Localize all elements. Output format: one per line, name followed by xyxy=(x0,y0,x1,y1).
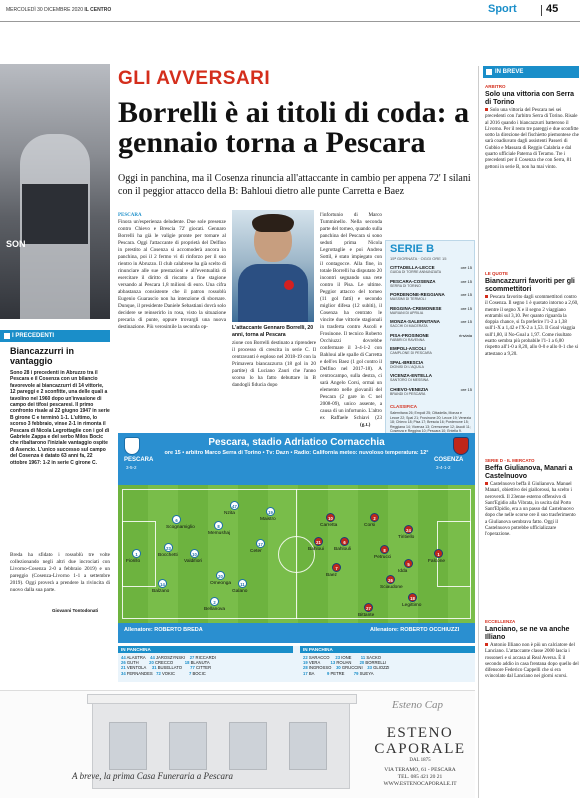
player-marker: 2 xyxy=(210,597,219,606)
player-hair xyxy=(252,214,294,232)
square-icon xyxy=(485,482,488,485)
match-teams: REGGINA-CREMONESE xyxy=(390,305,442,311)
match-referee: DIONISI DI L'AQUILA xyxy=(390,364,424,369)
article-column-2: zione con Borrelli destinato a riprendere il processo di crescita in serie C. Il centravanti è esploso nel 2018-19 con la Primavera biancazzurra (18 gol in 20 partite) di Luciano Zauri che l'anno scorso lo ha fatto debuttare in B dandogli fiducia dopo xyxy=(232,340,316,388)
precedenti-header xyxy=(0,330,110,342)
player-marker: 24 xyxy=(404,525,413,534)
player-marker: 19 xyxy=(266,507,275,516)
player-marker: 8 xyxy=(214,521,223,530)
player-name: Petrucci xyxy=(374,555,392,560)
ad-signature: Esteno Cap xyxy=(392,699,444,711)
player-marker: 1 xyxy=(132,549,141,558)
player-name: Nzita xyxy=(224,511,235,516)
player-name: Ceter xyxy=(250,549,262,554)
player-shirt-2 xyxy=(238,264,308,322)
sidebar-title: Biancazzurri favoriti per gli scommettitori xyxy=(485,278,575,293)
building-roof xyxy=(87,694,357,704)
article-kicker: GLI AVVERSARI xyxy=(118,68,271,89)
player-marker: 23 xyxy=(164,543,173,552)
player-marker: 8 xyxy=(380,545,389,554)
sidebar-kicker: SERIE D - IL MERCATO xyxy=(485,458,535,463)
center-circle xyxy=(278,536,315,573)
pitch xyxy=(118,485,475,623)
player-name: Fiorillo xyxy=(126,559,141,564)
home-bench-list: 44 ALASTRA 44 JAROSZYNSKI 27 RICCARDI 26 GUTH 20 CRECCO 18 BLANUTA 21 VENTOLA 31 BUSELLATO 77 CITTER 34 FERNANDES 72 VOKIC 7 BOCIC xyxy=(121,655,216,676)
serie-b-match xyxy=(390,333,472,342)
ad-since: DAL 1875 xyxy=(409,758,431,763)
article-text-1: Finora un'esperienza deludente. Due sole presenze contro Chievo e Brescia 72' giocati. Gennaro Borrelli ha già le valigie pronte per tornare al Pescara. Oggi l'attaccante di proprietà del Delfino in prestito al Cosenza si accomoderà ancora in panchina, poi il 2 fermo vi di rinforzo per il suo rientro in Abruzzo. Il club calabrese ha già scelto di rinunciare alle sue prestazioni e all'eventualità di esercitare il diritto di riscatto a fine stagione versando al Pescara 1,8 milioni di euro. Una cifra abbastanza consistente che il patron rossoblù Eugenio Guarascio non ha intenzione di sborsare. Dunque, il presidente Daniele Sebastiani dovrà solo decidere se reinserirlo in rosa, visto la situazione precaria di punte, oppure trovargli una nuova destinazione. Più verosimile la seconda op- xyxy=(118,219,226,330)
square-icon xyxy=(485,295,488,298)
away-module: 3-4-1-2 xyxy=(436,465,451,470)
photo-caption: L'attaccante Gennaro Borrelli, 20 anni, torna al Pescara xyxy=(232,325,314,338)
player-shirt xyxy=(22,184,88,244)
ad-brand: ESTENO CAPORALE xyxy=(374,725,466,757)
sidebar-text xyxy=(485,482,579,539)
player-name: Maistro xyxy=(260,517,276,522)
serie-b-date: 15ª GIORNATA · OGGI ORE 15 xyxy=(390,256,447,261)
serie-b-match xyxy=(390,360,472,369)
home-coach: Allenatore: ROBERTO BREDA xyxy=(124,627,203,633)
player-marker: 6 xyxy=(340,537,349,546)
article-column-1 xyxy=(118,212,226,430)
serie-b-match xyxy=(390,292,472,301)
article-tag: PESCARA xyxy=(118,213,142,218)
serie-b-match xyxy=(390,279,472,288)
article-signature: (g.t.) xyxy=(360,422,371,428)
article-column-3: l'infortunio di Marco Tumminello. Nella seconda parte del torneo, quando sulla panchina del Pescara si sono seduti prima Nicola Legrottaglie e poi Andrea Sottil, è stato impiegato con il contagocce. Alla fine, in totale Borrelli ha disputato 20 incontri segnando una rete contro il Pisa. Le ultime. Peggior attacco del torneo (11 gol fatti) e secondo miglior difesa (12 subiti), il Cosenza ha centrato le vincite due vittorie stagionali in trasferta contro Ascoli e Frosinone. Il tecnico Roberto Occhiuzzi dovrebbe confermare il 3-4-1-2 con Bahloui alle spalle di Carretta e dell'ex Baez (1 gol contro il Delfino nel 2017-18). A centrocampo, sulla destra, ci sarà Angelo Corsi, ormai un elemento nelle giovanili del Pescara (2 gare in C nel 2008-09), unico assente, a causa di un infortunio. L'altro ex Raffaele Schiavi (23 xyxy=(320,212,382,421)
match-teams: PORDENONE-REGGIANA xyxy=(390,292,445,297)
ad-website: WWW.ESTENOCAPORALE.IT xyxy=(383,781,457,787)
serie-b-match xyxy=(390,306,472,315)
formation-subtitle: ore 15 • arbitro Marco Serra di Torino • Tv: Dazn • Radio: California meteo: nuvoloso temperatura: 12° xyxy=(164,450,429,456)
left-photo xyxy=(0,64,110,319)
advertisement xyxy=(0,690,475,798)
square-icon xyxy=(485,643,488,646)
match-teams: MONZA-SALERNITANA xyxy=(390,319,440,324)
match-teams: CHIEVO-VENEZIA xyxy=(390,386,429,392)
match-referee: SANTORO DI MESSINA xyxy=(390,378,429,382)
precedenti-header-label: I PRECEDENTI xyxy=(12,333,55,339)
player-name: Bocchetti xyxy=(158,553,178,558)
formation-title: Pescara, stadio Adriatico Cornacchia xyxy=(208,437,385,448)
article-subhead: Oggi in panchina, ma il Cosenza rinuncia all'attaccante in cambio per appena 72' I silani con il peggior attacco della B: Bahloui dietro alle punte Carretta e Baez xyxy=(118,173,471,197)
square-icon xyxy=(4,333,10,339)
away-bench-list: 22 SARACCO 23 IONE 11 SACKO 19 VERA 13 ROUAN 20 BORRELLI 28 INGROSSO 30 GRUCCINI 33 GLIOZZI 17 BA 9 PETRE 79 SUEYA xyxy=(303,655,390,676)
match-teams: CITTADELLA-LECCE xyxy=(390,265,435,270)
ad-address xyxy=(365,767,475,788)
ad-street: VIA TERAMO, 61 - PESCARA xyxy=(384,767,456,773)
sidebar-in-breve xyxy=(478,66,580,798)
away-team: COSENZA xyxy=(434,457,464,463)
match-time: rinviata xyxy=(459,332,472,338)
sidebar-kicker: ARBITRO xyxy=(485,84,506,89)
article-headline: Borrelli è ai titoli di coda: a gennaio torna a Pescara xyxy=(118,96,470,159)
player-name: Sciaudone xyxy=(380,585,403,590)
shirt-text: SON xyxy=(6,239,26,249)
player-marker: 7 xyxy=(332,563,341,572)
sidebar-header-label: IN BREVE xyxy=(495,69,524,75)
sidebar-kicker: LE QUOTE xyxy=(485,271,509,276)
away-bench-header: IN PANCHINA xyxy=(300,646,475,653)
precedenti-text: Sono 28 i precedenti in Abruzzo tra il Pescara e il Cosenza con un bilancio favorevole ai biancazzurri di 14 vittorie, 12 pareggi e 2 sconfitte, una delle quali a tavolino nel 1960 dopo un'invasione di campo dei tifosi pescaresi. Il primo confronto risale al 22 giugno 1947 in serie B girone C e terminò 1-1. L'ultimo, lo scorso 3 febbraio, vinse 2-1 in rimonta il Pescara di Nicola Legrottaglie con i gol di Gabriele Zappa e del serbo Milos Bocic che ribaltarono l'iniziale vantaggio ospite di Asencio. L'unico successo sul campo del Cosenza è datato 63 anni fa, 22 ottobre 1967: 1-2 in serie C girone C. xyxy=(10,370,110,466)
ad-phone: TEL. 085 421 20 21 xyxy=(397,774,443,780)
precedenti-title: Biancazzurri in vantaggio xyxy=(10,346,75,366)
serie-b-title: SERIE B xyxy=(390,243,435,255)
match-referee: BRANDI DI PESCARA xyxy=(390,391,426,396)
player-name: Corsi xyxy=(364,523,376,528)
building-window xyxy=(289,722,327,770)
sidebar-title: Solo una vittoria con Serra di Torino xyxy=(485,91,575,106)
serie-b-match xyxy=(390,373,472,382)
player-marker: 2 xyxy=(370,513,379,522)
player-name: Tiritiello xyxy=(398,535,415,540)
match-referee: MARIANI DI APRILIA xyxy=(390,310,424,315)
player-name: Legittimo xyxy=(402,603,422,608)
match-teams: PESCARA-COSENZA xyxy=(390,278,436,284)
serie-b-match xyxy=(390,387,472,396)
cosenza-crest-icon xyxy=(453,437,469,455)
player-marker: 27 xyxy=(364,603,373,612)
player-marker: 10 xyxy=(190,549,199,558)
breda-text: Breda ha sfidato i rossoblù tre volte collezionando negli altri due incrociati con Livorno-Cosenza 2-0 a febbraio 2019) e un pareggio (Cosenza-Livorno 1-1 a settembre 2019). Oggi proverà a prendere la rivincita di nuovo dalla sua parte. xyxy=(10,552,110,593)
match-teams: SPAL-BRESCIA xyxy=(390,359,424,365)
home-bench-header: IN PANCHINA xyxy=(118,646,293,653)
match-time: ore 15 xyxy=(460,386,472,392)
player-name: Omeonga xyxy=(210,581,232,586)
formation-box xyxy=(118,433,475,643)
sidebar-text xyxy=(485,295,579,358)
player-name: Bittante xyxy=(358,613,375,618)
sidebar-text-body: Antonio Illiano non è più un calciatore del Lanciano. L'attaccante classe 2000 lascia i rossoneri e si accasa al Real Aversa. È il secondo addio in casa frentana dopo quello del difensore Federico Cappelli che si era svincolato dal Lanciano nei giorni scorsi. xyxy=(485,643,579,680)
player-name: Valdifiori xyxy=(184,559,203,564)
sidebar-header xyxy=(483,66,579,78)
match-referee: FABBRI DI RAVENNA xyxy=(390,337,425,342)
player-marker: 1 xyxy=(434,549,443,558)
player-name: Scognamiglio xyxy=(166,525,195,530)
square-icon xyxy=(485,108,488,111)
match-time: ore 15 xyxy=(460,319,472,324)
player-marker: 10 xyxy=(326,513,335,522)
author: Giovanni Tontodonati xyxy=(52,608,99,613)
match-time: ore 15 xyxy=(460,292,472,297)
bench-box xyxy=(118,646,475,682)
player-marker: 47 xyxy=(230,501,239,510)
away-coach: Allenatore: ROBERTO OCCHIUZZI xyxy=(370,627,460,633)
match-teams: VICENZA-ENTELLA xyxy=(390,373,432,378)
pescara-crest-icon xyxy=(124,437,140,455)
building-window xyxy=(169,722,207,770)
match-referee: CAMPLONE DI PESCARA xyxy=(390,351,432,355)
square-icon xyxy=(486,69,492,75)
serie-b-match xyxy=(390,319,472,328)
player-name: Balzano xyxy=(152,589,170,594)
shirt-logo-icon xyxy=(284,280,294,290)
player-name: Bahlouli xyxy=(334,547,352,552)
sidebar-title: Beffa Giulianova, Manari a Castelnuovo xyxy=(485,465,573,480)
sidebar-kicker: ECCELLENZA xyxy=(485,619,516,624)
match-referee: SACCHI DI MACERATA xyxy=(390,324,428,328)
match-teams: PISA-FROSINONE xyxy=(390,332,429,338)
player-marker: 11 xyxy=(238,579,247,588)
masthead-date: MERCOLEDÌ 30 DICEMBRE 2020 IL CENTRO xyxy=(6,7,112,13)
player-marker: 26 xyxy=(386,575,395,584)
building-window xyxy=(229,722,267,770)
sidebar-text xyxy=(485,643,579,681)
classifica-heading: CLASSIFICA xyxy=(390,404,417,409)
match-time: ore 15 xyxy=(460,278,472,284)
page-number: 45 xyxy=(546,3,559,15)
section-name: Sport xyxy=(488,3,517,15)
sidebar-text-body: Castelnuovo beffa il Giulianova. Manuel Manari, obiettivo dei giallorossi, ha scelto i neroverdi. Il 23enne esterno offensivo di Sant'Egidio alla Vibrata, in uscita dal Porto Sant'Elpidio, era a un passo dal Castelnuovo dopo che nelle scorse ore il suo trasferimento a Giulianova sembrava fatto. Oggi il Castelnuovo potrebbe ufficializzare l'operazione. xyxy=(485,482,576,538)
match-referee: GUIDA DI TORRE ANNUNZIATA xyxy=(390,270,442,274)
paper-name: IL CENTRO xyxy=(84,7,112,13)
divider xyxy=(541,5,542,16)
player-name: Carretta xyxy=(320,523,338,528)
match-teams: EMPOLI-ASCOLI xyxy=(390,346,426,351)
home-team: PESCARA xyxy=(124,457,154,463)
player-marker: 5 xyxy=(404,559,413,568)
player-marker: 6 xyxy=(172,515,181,524)
sidebar-text xyxy=(485,108,579,171)
sidebar-title: Lanciano, se ne va anche Illiano xyxy=(485,626,570,641)
match-referee: MASSIMI DI TERMOLI xyxy=(390,297,426,301)
player-marker: 21 xyxy=(314,537,323,546)
player-name: Bahloui xyxy=(308,547,325,552)
serie-b-match xyxy=(390,265,472,274)
player-name: Memushaj xyxy=(208,531,231,536)
match-time: ore 15 xyxy=(460,305,472,311)
match-time: ore 15 xyxy=(460,265,472,270)
ad-tagline: A breve, la prima Casa Funeraria a Pescara xyxy=(72,771,233,781)
player-marker: 20 xyxy=(216,571,225,580)
match-referee: SERRA DI TORINO xyxy=(390,283,421,288)
classifica-text: Salernitana 26; Empoli 25; Cittadella, Monza e Lecce 22; Spal 21; Frosinone 20; Lecce 19; Venezia 18; Chievo 18; Pisa 17; Brescia 16; Pordenone 15; Reggiana 14; Vicenza 13; Cremonese 12; Ascoli 11; Cosenza e Reggina 10; Pescara 10; Entella 9. xyxy=(390,411,471,434)
player-name: Idda xyxy=(398,569,408,574)
serie-b-match xyxy=(390,346,472,355)
player-name: Bellanova xyxy=(204,607,226,612)
sidebar-text-body: Solo una vittoria del Pescara nei sei precedenti con l'arbitro Serra di Torino. Risale al 2016 quando i biancazzurri batterono il Livorno. Per il resto tre pareggi e due sconfitte sotto la direzione del fischietto piemontese che sarà coadiuvato dagli assistenti Passeri di Gubbio e Massara di Reggio Calabria e dal quarto ufficiale Paterna di Teramo. Tre i precedenti per il Cosenza che con Serra, 81 gettoni in serie B, non ha mai vinto. xyxy=(485,108,579,170)
player-name: Galano xyxy=(232,589,248,594)
sidebar-text-body: Pescara favorito dagli scommettitori contro il Cosenza. Il segno 1 è quotato intorno a 2,60, mentre il segno X e il segno 2 viaggiano entrambi sul 3,10. Per quanto riguarda la doppia chance, si fa preferire l'1-2 a 1,38 sull'1-X a 1,42 e l'X-2 a 1,53. Il Goal viaggia sull'1,80, il No-Goal a 1,97. Come risultato esatto sembra più probabile l'1-1 a 6,00 rispetto all'1-0 a 8,20, allo 0-0 e allo 0-1 che si attestano a 9,20. xyxy=(485,295,579,357)
player-name: Baez xyxy=(326,573,337,578)
player-name: Falcone xyxy=(428,559,446,564)
home-module: 3-5-2 xyxy=(126,465,137,470)
player-photo xyxy=(232,210,314,322)
player-marker: 18 xyxy=(408,593,417,602)
building-window xyxy=(109,722,147,770)
player-marker: 14 xyxy=(158,579,167,588)
player-marker: 17 xyxy=(256,539,265,548)
